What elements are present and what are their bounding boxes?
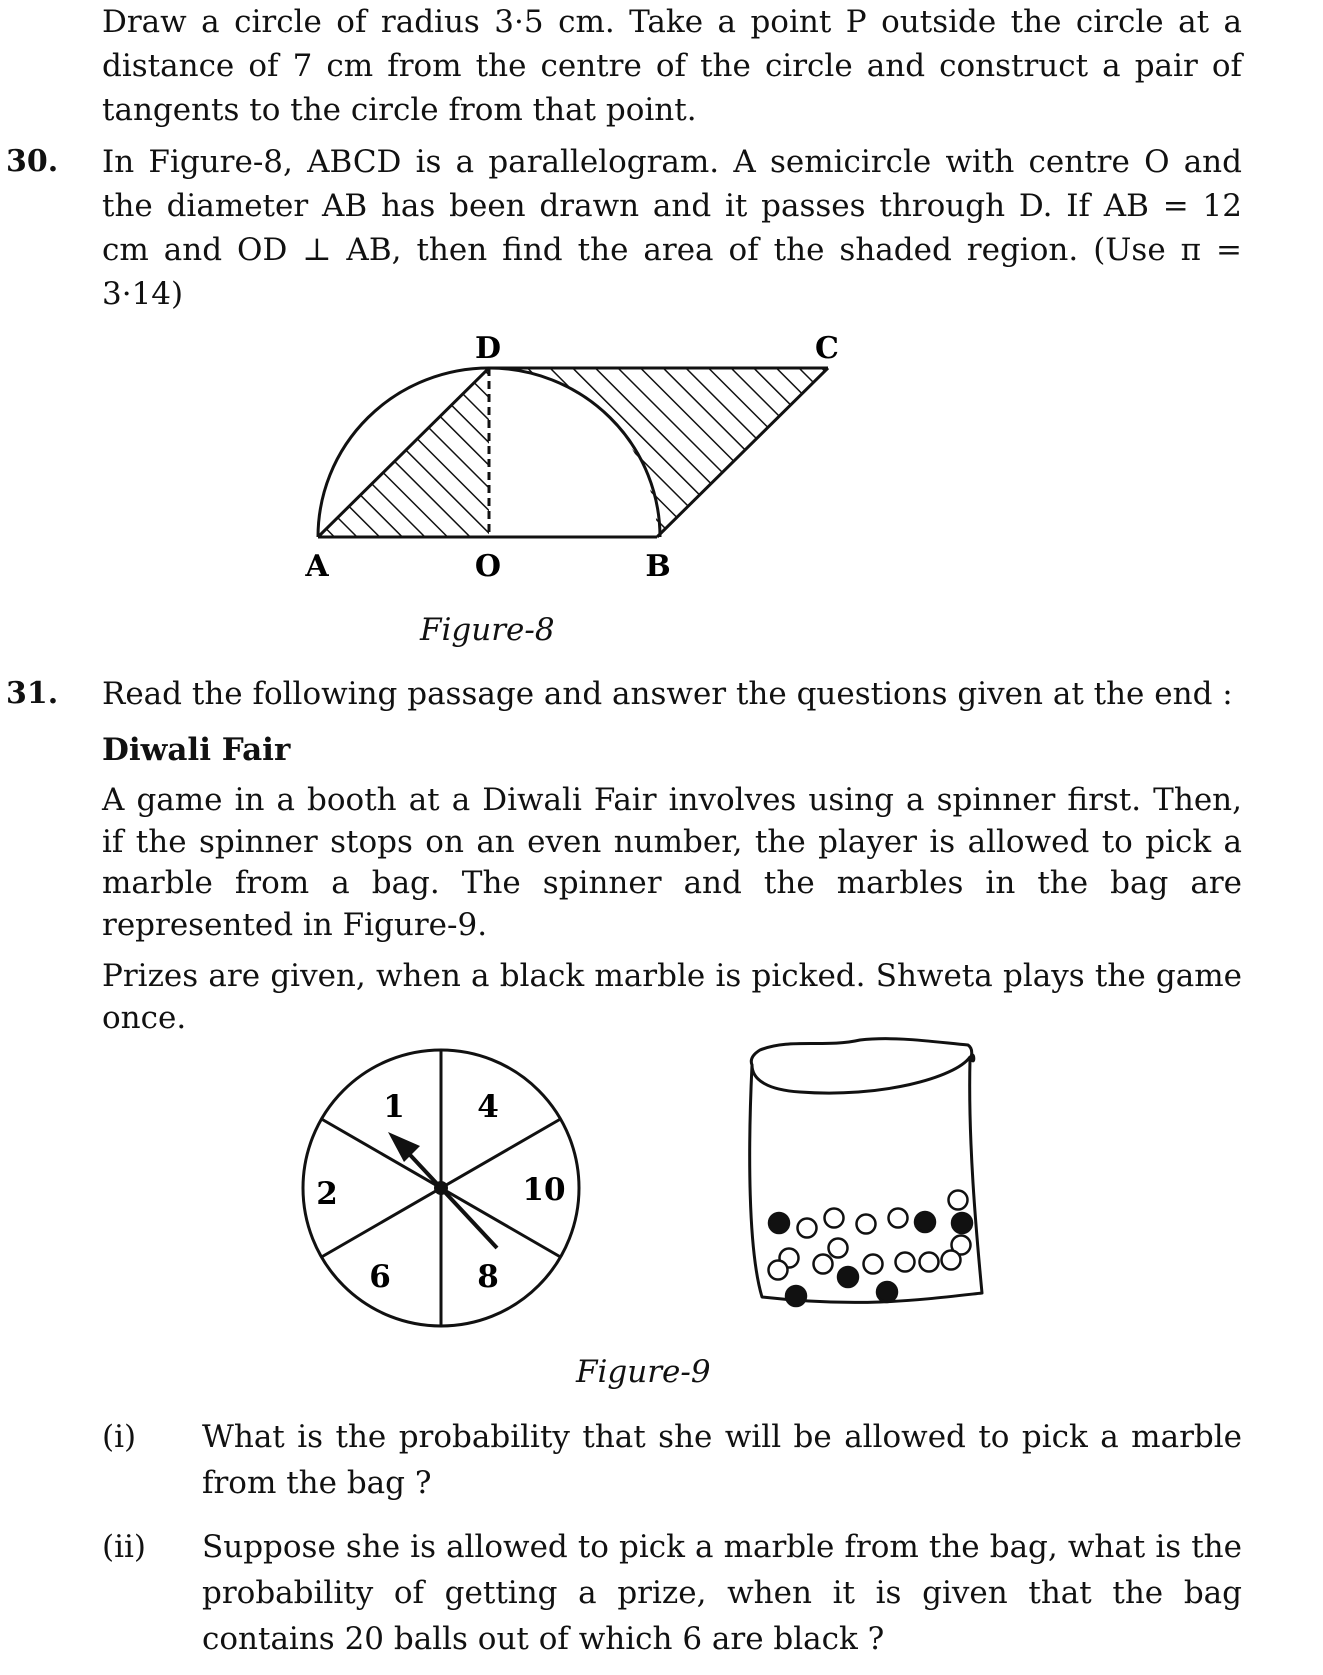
label-o: O [474,549,502,584]
bag-rim [751,1039,971,1065]
marble-white [769,1261,788,1280]
marble-white [920,1253,939,1272]
marble-white [889,1209,908,1228]
figure-8-caption: Figure-8 [420,612,555,648]
passage-heading: Diwali Fair [102,732,291,768]
spinner-number-8: 8 [477,1259,499,1295]
marble-white [798,1219,817,1238]
marble-black [877,1282,897,1302]
marble-black [915,1212,935,1232]
intro-paragraph: Draw a circle of radius 3·5 cm. Take a point P outside the circle at a distance of 7 cm from the centre of the circle and construct a pair of tangents to the circle from that point. [102,4,1242,128]
marble-white [825,1209,844,1228]
subquestion-i-text: What is the probability that she will be allowed to pick a marble from the bag ? [202,1419,1242,1501]
label-a: A [305,549,329,584]
marble-black [952,1213,972,1233]
marble-black [786,1286,806,1306]
passage-paragraph-1: A game in a booth at a Diwali Fair involves using a spinner first. Then, if the spinner stops on an even number, the player is allowed to pick a marble from a bag. The spinner and the marbles in the bag are represented in Figure-9. [102,782,1242,943]
subquestion-ii-label: (ii) [102,1529,147,1565]
subquestion-i-label: (i) [102,1419,137,1455]
question-31-intro: Read the following passage and answer the questions given at the end : [102,676,1233,712]
label-c: C [815,331,839,366]
figure-9-caption: Figure-9 [576,1354,711,1390]
marble-black [838,1267,858,1287]
passage-paragraph-2: Prizes are given, when a black marble is picked. Shweta plays the game once. [102,958,1242,1036]
marble-white [949,1191,968,1210]
question-31-number: 31. [6,676,59,711]
spinner-diagram [303,1050,579,1326]
spinner-number-1: 1 [383,1089,405,1125]
marble-black [769,1213,789,1233]
question-30-number: 30. [6,144,59,179]
marble-white [829,1239,848,1258]
marble-white [896,1253,915,1272]
marble-white [942,1251,961,1270]
spinner-pointer-shaft [398,1142,497,1248]
label-b: B [645,549,671,584]
spinner-number-2: 2 [316,1176,338,1212]
marbles [769,1191,973,1307]
marble-white [857,1215,876,1234]
label-d: D [474,331,502,366]
question-30-text: In Figure-8, ABCD is a parallelogram. A semicircle with centre O and the diameter AB has been drawn and it passes through D. If AB = 12 cm and OD ⊥ AB, then find the area of the shaded region. (Use π = 3·14) [102,144,1242,312]
spinner-number-10: 10 [522,1172,566,1208]
spinner-number-4: 4 [477,1089,499,1125]
marble-white [814,1255,833,1274]
marble-white [864,1255,883,1274]
marble-bag-diagram [750,1039,982,1306]
spinner-number-6: 6 [369,1259,391,1295]
subquestion-ii-text: Suppose she is allowed to pick a marble from the bag, what is the probability of getting a prize, when it is given that the bag contains 20 balls out of which 6 are black ? [202,1529,1242,1657]
